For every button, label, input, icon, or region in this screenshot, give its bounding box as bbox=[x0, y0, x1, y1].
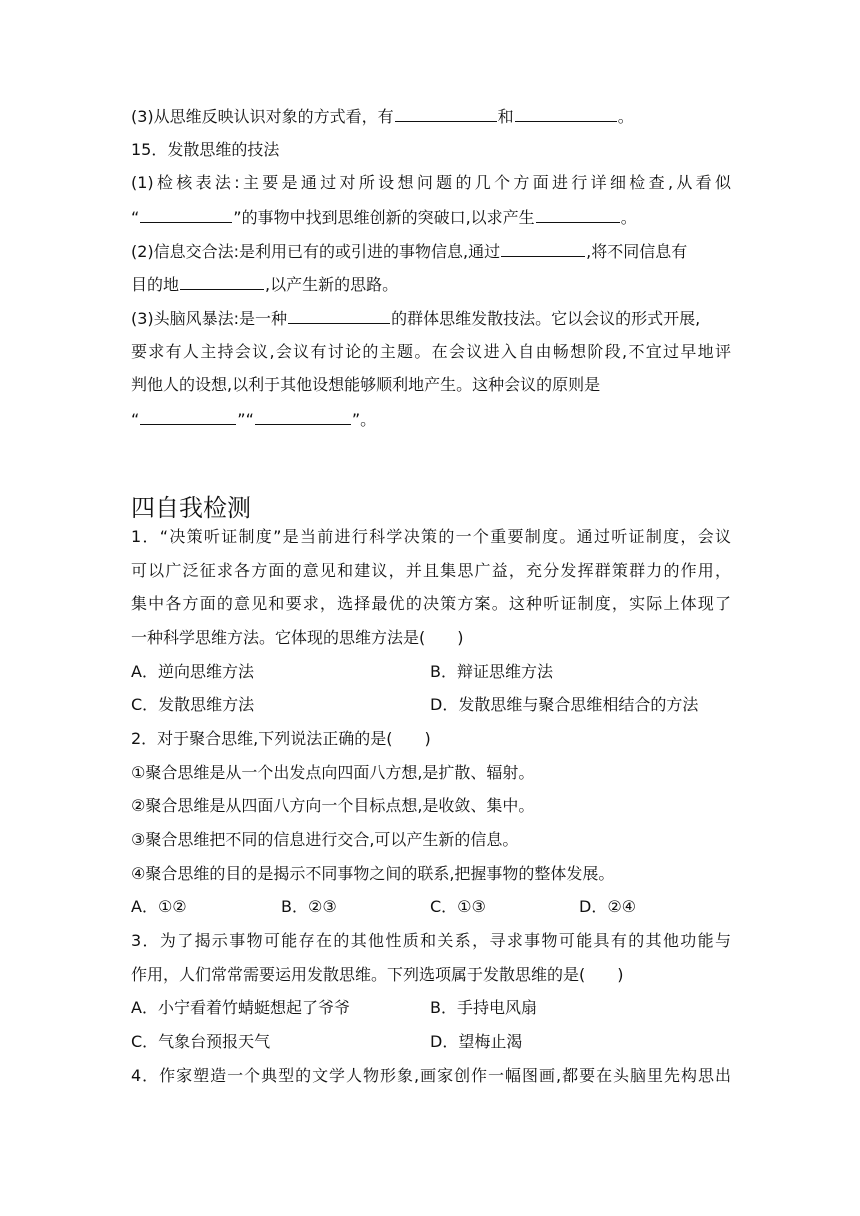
q15-p3-line2: 要求有人主持会议,会议有讨论的主题。在会议进入自由畅想阶段,不宜过早地评 bbox=[131, 342, 731, 361]
q15-p3-line3: 判他人的设想,以利于其他设想能够顺利地产生。这种会议的原则是 bbox=[131, 375, 601, 394]
close-quote: ”。 bbox=[351, 410, 377, 429]
q1-option-d[interactable]: D．发散思维与聚合思维相结合的方法 bbox=[430, 695, 699, 714]
q15-title: 15．发散思维的技法 bbox=[131, 140, 280, 159]
item-3-mid: 和 bbox=[497, 107, 514, 126]
q2-statement-3: ③聚合思维把不同的信息进行交合,可以产生新的信息。 bbox=[131, 830, 519, 849]
answer-blank bbox=[180, 274, 264, 290]
q1-option-a[interactable]: A．逆向思维方法 bbox=[131, 662, 254, 681]
answer-blank bbox=[395, 106, 497, 122]
open-quote: “ bbox=[131, 208, 140, 227]
q15-p3-line4 bbox=[131, 409, 376, 430]
item-3-end: 。 bbox=[617, 107, 634, 126]
q2-statement-1: ①聚合思维是从一个出发点向四面八方想,是扩散、辐射。 bbox=[131, 763, 535, 782]
section-heading: 四自我检测 bbox=[131, 494, 251, 522]
q1-option-c[interactable]: C．发散思维方法 bbox=[131, 695, 255, 714]
quote-separator: ”“ bbox=[237, 410, 254, 429]
q1-line4: 一种科学思维方法。它体现的思维方法是( ) bbox=[131, 628, 464, 647]
q3-line1: 3．为了揭示事物可能存在的其他性质和关系，寻求事物可能具有的其他功能与 bbox=[131, 931, 731, 950]
q15-p2-line2 bbox=[131, 274, 398, 295]
answer-blank bbox=[255, 409, 351, 425]
q2-stem: 2．对于聚合思维,下列说法正确的是( ) bbox=[131, 729, 431, 748]
q1-option-b[interactable]: B．辩证思维方法 bbox=[430, 662, 553, 681]
q15-p1-line2 bbox=[131, 207, 637, 228]
answer-blank bbox=[501, 241, 585, 257]
q3-option-a[interactable]: A．小宁看着竹蜻蜓想起了爷爷 bbox=[131, 998, 350, 1017]
q15-p1-line1: (1)检核表法:主要是通过对所设想问题的几个方面进行详细检查,从看似 bbox=[131, 173, 731, 192]
q15-p3-line1 bbox=[131, 308, 700, 329]
answer-blank bbox=[140, 409, 236, 425]
answer-blank bbox=[140, 207, 232, 223]
q15-p2-line2-b: ,以产生新的思路。 bbox=[265, 275, 399, 294]
q1-line1: 1．“决策听证制度”是当前进行科学决策的一个重要制度。通过听证制度，会议 bbox=[131, 527, 731, 546]
q15-p3-text-b: 的群体思维发散技法。它以会议的形式开展, bbox=[391, 309, 701, 328]
q15-p1-end: 。 bbox=[620, 208, 637, 227]
item-3-line bbox=[131, 106, 634, 127]
open-quote: “ bbox=[131, 410, 140, 429]
q3-option-c[interactable]: C．气象台预报天气 bbox=[131, 1032, 271, 1051]
q15-p2-text-b: ,将不同信息有 bbox=[586, 242, 688, 261]
q2-option-d[interactable]: D．②④ bbox=[579, 897, 637, 916]
q2-statement-4: ④聚合思维的目的是揭示不同事物之间的联系,把握事物的整体发展。 bbox=[131, 864, 615, 883]
answer-blank bbox=[536, 207, 620, 223]
q3-option-d[interactable]: D．望梅止渴 bbox=[430, 1032, 523, 1051]
q15-p2-text: (2)信息交合法:是利用已有的或引进的事物信息,通过 bbox=[131, 242, 501, 261]
q15-p2-line1 bbox=[131, 241, 687, 262]
q15-p2-line2-a: 目的地 bbox=[131, 275, 180, 294]
answer-blank bbox=[288, 308, 390, 324]
q3-option-b[interactable]: B．手持电风扇 bbox=[430, 998, 537, 1017]
q1-line3: 集中各方面的意见和要求，选择最优的决策方案。这种听证制度，实际上体现了 bbox=[131, 594, 731, 613]
q2-options-row bbox=[131, 897, 731, 917]
q4-line1: 4．作家塑造一个典型的文学人物形象,画家创作一幅图画,都要在头脑里先构思出 bbox=[131, 1066, 731, 1085]
q15-p3-text: (3)头脑风暴法:是一种 bbox=[131, 309, 288, 328]
q2-option-c[interactable]: C．①③ bbox=[430, 897, 486, 916]
q3-line2: 作用，人们常常需要运用发散思维。下列选项属于发散思维的是( ) bbox=[131, 965, 624, 984]
q2-option-a[interactable]: A．①② bbox=[131, 897, 187, 916]
q2-statement-2: ②聚合思维是从四面八方向一个目标点想,是收敛、集中。 bbox=[131, 796, 535, 815]
item-3-prefix: (3)从思维反映认识对象的方式看，有 bbox=[131, 107, 394, 126]
q2-option-b[interactable]: B．②③ bbox=[281, 897, 337, 916]
q1-line2: 可以广泛征求各方面的意见和建议，并且集思广益，充分发挥群策群力的作用， bbox=[131, 561, 731, 580]
answer-blank bbox=[515, 106, 617, 122]
q15-p1-text: ”的事物中找到思维创新的突破口,以求产生 bbox=[233, 208, 535, 227]
